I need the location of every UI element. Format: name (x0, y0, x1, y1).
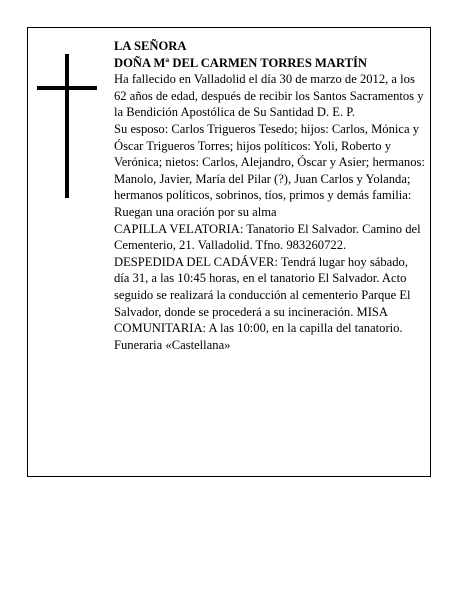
family-list: Su esposo: Carlos Trigueros Tesedo; hijos: Carlos, Mónica y Óscar Trigueros Torres; hijos políticos: Yoli, Roberto y Verónica; nietos: Carlos, Alejandro, Óscar y Asier; hermanos: Manolo, Javier, María del Pilar (?), Juan Carlos y Yolanda; hermanos políticos, sobrinos, tíos, primos y demás familia: (114, 121, 425, 203)
cross-vertical-bar (65, 54, 69, 198)
farewell-details: DESPEDIDA DEL CADÁVER: Tendrá lugar hoy sábado, día 31, a las 10:45 horas, en el tanatorio El Salvador. Acto seguido se realizará la conducción al cementerio Parque El Salvador, donde se procederá a su incineración. MISA COMUNITARIA: A las 10:00, en la capilla del tanatorio. (114, 254, 411, 336)
obituary-text (114, 38, 426, 353)
prayer-request: Ruegan una oración por su alma (114, 204, 277, 219)
deceased-name: DOÑA Mª DEL CARMEN TORRES MARTÍN (114, 55, 368, 70)
chapel-details: CAPILLA VELATORIA: Tanatorio El Salvador. Camino del Cementerio, 21. Valladolid. Tfno. 983260722. (114, 221, 421, 253)
cross-horizontal-bar (37, 86, 97, 90)
death-announcement: Ha fallecido en Valladolid el día 30 de marzo de 2012, a los 62 años de edad, después de recibir los Santos Sacramentos y la Bendición Apostólica de Su Santidad D. E. P. (114, 72, 424, 120)
latin-cross-icon (37, 54, 97, 198)
heading-title: LA SEÑORA (114, 39, 187, 53)
funeral-home: Funeraria «Castellana» (114, 337, 231, 352)
